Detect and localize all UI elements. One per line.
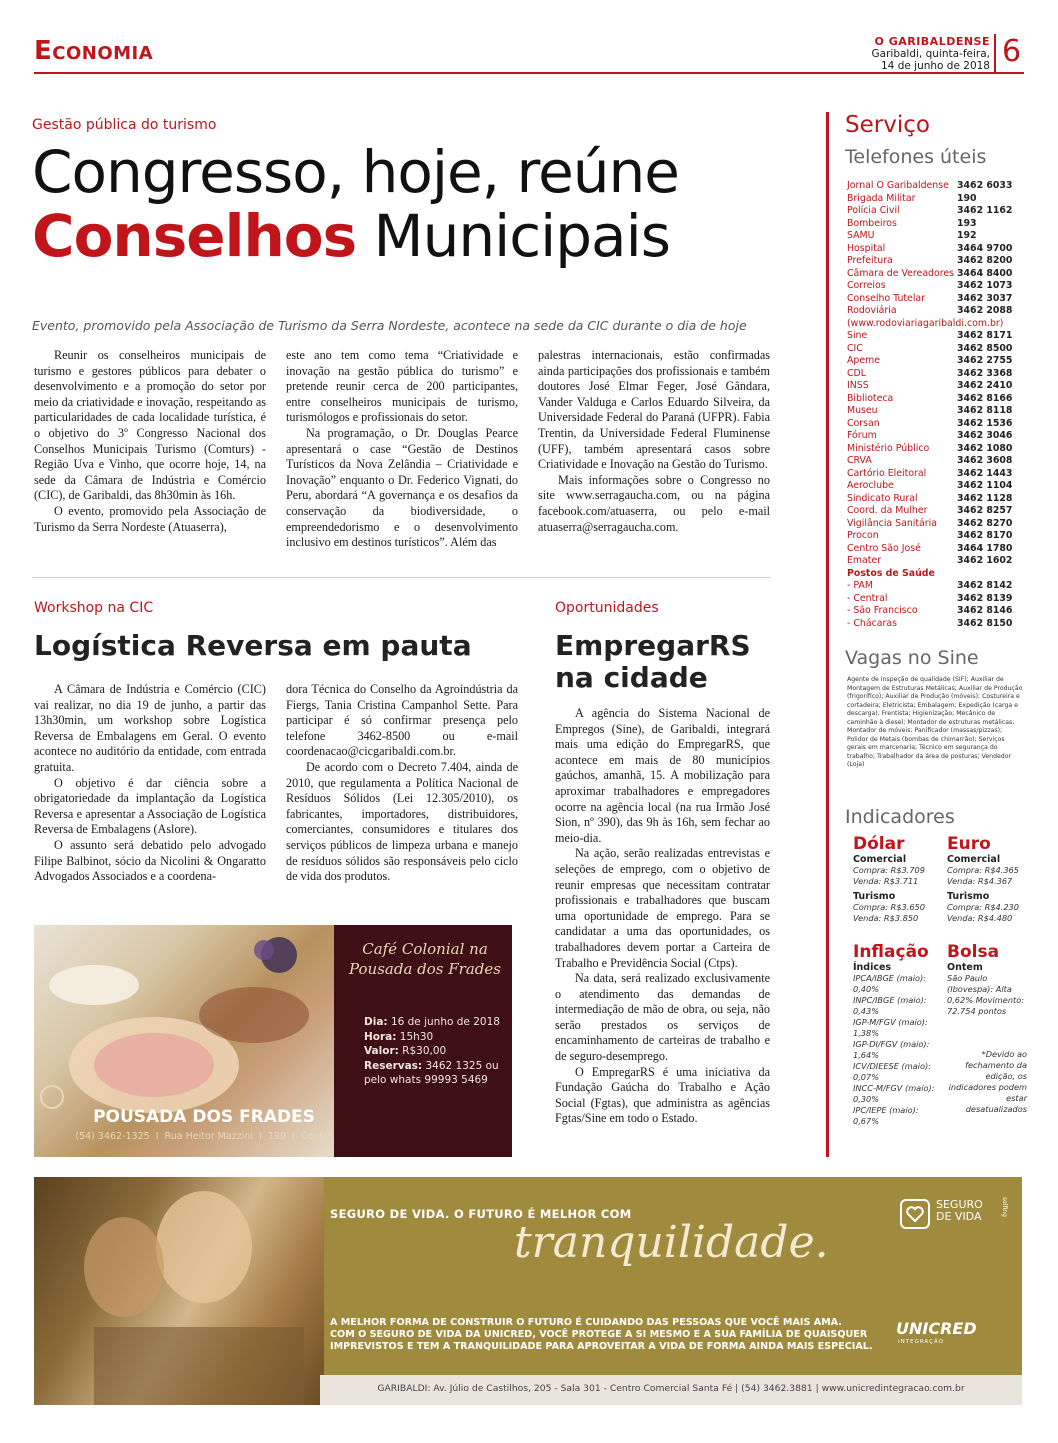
phone-number: 3464 8400 <box>957 267 1013 279</box>
phone-number: 3464 9700 <box>957 242 1013 254</box>
phone-name: (www.rodoviariagaribaldi.com.br) <box>847 317 1004 329</box>
phone-name: Correios <box>847 280 886 291</box>
phone-name: CRVA <box>847 455 872 466</box>
phone-name: Centro São José <box>847 542 921 554</box>
inflacao-line: IGP-M/FGV (maio): <box>853 1017 928 1027</box>
inflacao-line: INPC/IBGE (maio): <box>853 995 927 1005</box>
inflacao-line: IGP-DI/FGV (maio): <box>853 1039 930 1049</box>
phone-name: Conselho Tutelar <box>847 292 926 304</box>
inflacao-line: 0,67% <box>853 1116 880 1126</box>
label: Índices <box>853 962 892 973</box>
phone-name: Câmara de Vereadores <box>847 267 955 279</box>
inflacao-title: Inflação <box>853 942 929 962</box>
phone-number: 3462 1080 <box>957 442 1013 454</box>
inflacao-values <box>853 973 943 1127</box>
phone-number: 3462 8139 <box>957 592 1013 604</box>
headline-red-word: Conselhos <box>32 202 357 270</box>
phone-row <box>847 343 1027 356</box>
label: Turismo <box>853 891 896 902</box>
couple-illustration <box>34 1177 324 1405</box>
value: Venda: R$3.850 <box>853 913 919 923</box>
value: Compra: R$4.365 <box>947 865 1019 875</box>
phone-name: - São Francisco <box>847 605 918 616</box>
phone-row <box>847 368 1027 381</box>
phone-row <box>847 480 1027 493</box>
phone-row <box>847 268 1027 281</box>
phone-number: 3462 1073 <box>957 280 1013 291</box>
vagas-title: Vagas no Sine <box>845 647 979 669</box>
paragraph: Na programação, o Dr. Douglas Pearce apresentará o case “Gestão de Destinos Turísticos da Nova Zelândia – Criatividade e Inovação” enquanto o Dr. Federico Vignati, do Peru, abordará “A governança e os desafios da conservação da biodiversidade, o empreendedorismo e o desenvolvimento inclusivo em destinos turísticos”. Além das <box>286 425 518 550</box>
inflacao-line: 0,40% <box>853 984 880 994</box>
euro-block <box>947 834 1027 924</box>
phone-name: Prefeitura <box>847 255 893 266</box>
workshop-col-2 <box>286 682 518 885</box>
phone-number: 3462 8170 <box>957 530 1013 541</box>
label: Turismo <box>947 891 990 902</box>
phone-number: 192 <box>957 230 977 241</box>
phone-row <box>847 493 1027 506</box>
oportunidades-kicker: Oportunidades <box>555 600 659 616</box>
oportunidades-col <box>555 706 770 1127</box>
phone-name: - Central <box>847 592 888 604</box>
publication-name: O GARIBALDENSE <box>874 35 990 48</box>
ad-body-line: IMPREVISTOS E TEM A TRANQUILIDADE PARA APROVEITAR A VIDA DE FORMA AINDA MAIS ESPECIAL. <box>330 1341 873 1352</box>
phone-name: Polícia Civil <box>847 205 900 216</box>
ad-reservations <box>364 1059 510 1088</box>
oportunidades-headline <box>555 630 785 694</box>
phone-row <box>847 468 1027 481</box>
phone-name: Cartório Eleitoral <box>847 467 927 479</box>
paragraph: palestras internacionais, estão confirmadas ainda participações dos profissionais e também doutores José Elmar Feger, José Gândara, Vander Valduga e Carlos Eduardo Silveira, da Universidade Federal do Paraná (UFPR). Fabia Trentin, da Universidade Federal Fluminense (UFF), também apresentará casos sobre Criatividade e Inovação na Gestão do Turismo. <box>538 348 770 472</box>
sidebar-servico <box>826 112 1026 1157</box>
paragraph: Na data, será realizado exclusivamente o atendimento das demandas de intermediação de mão de obra, ou seja, não serão prestados os serviços de encaminhamento de carteiras de trabalho e de seguro-desemprego. <box>555 971 770 1064</box>
ad-time <box>364 1030 510 1045</box>
phone-name: INSS <box>847 380 869 391</box>
phone-row <box>847 280 1027 293</box>
phone-number: 3462 8118 <box>957 405 1013 416</box>
health-title: Postos de Saúde <box>847 567 935 579</box>
phone-row <box>847 555 1027 568</box>
label: Valor: <box>364 1045 399 1057</box>
headline-line-2: na cidade <box>555 661 708 694</box>
ad-tagline: SEGURO DE VIDA. O FUTURO É MELHOR COM <box>330 1207 632 1221</box>
ad-name: POUSADA DOS FRADES <box>93 1107 315 1127</box>
phone-number: 3462 1104 <box>957 480 1013 491</box>
main-kicker: Gestão pública do turismo <box>32 117 217 133</box>
phone-name: Emater <box>847 555 882 566</box>
phone-name: Bombeiros <box>847 217 897 229</box>
phone-row <box>847 305 1027 318</box>
phone-name: Vigilância Sanitária <box>847 517 938 529</box>
paragraph: A agência do Sistema Nacional de Empregos (Sine), de Garibaldi, integrará mais uma edição do EmpregarRS, que acontece em mais de 80 municípios gaúchos, amanhã, 15. A mobilização para aproximar trabalhadores e empregadores ocorre na agência local (na rua Irmão José Sion, nº 390), das 9h às 16h, sem fechar ao meio-dia. <box>555 706 770 845</box>
phone-name: - Chácaras <box>847 617 897 629</box>
phone-name: Procon <box>847 530 879 541</box>
label: Reservas: <box>364 1059 423 1072</box>
value: 15h30 <box>396 1030 434 1043</box>
paragraph: Mais informações sobre o Congresso no site www.serragaucha.com, ou na página facebook.com/atuaserra, ou pelo e-mail atuaserra@serragaucha.com. <box>538 472 770 534</box>
phone-name: CDL <box>847 367 866 379</box>
inflacao-line: INCC-M/FGV (maio): <box>853 1083 935 1093</box>
bolsa-block <box>947 942 1027 1115</box>
inflacao-line: ICV/DIEESE (maio): <box>853 1061 931 1071</box>
phone-row <box>847 530 1027 543</box>
value: R$30,00 <box>398 1045 447 1057</box>
phone-row <box>847 218 1027 231</box>
phone-number: 3462 1536 <box>957 417 1013 429</box>
phone-number: 3462 3037 <box>957 292 1013 304</box>
phone-row <box>847 618 1027 631</box>
inflacao-line: IPC/IEPE (maio): <box>853 1105 919 1115</box>
phone-row <box>847 193 1027 206</box>
heart-shield-icon <box>900 1199 930 1229</box>
phone-number: 3462 2088 <box>957 305 1013 316</box>
phone-row <box>847 355 1027 368</box>
phone-row <box>847 543 1027 556</box>
inflacao-line: 0,30% <box>853 1094 880 1104</box>
phone-number: 3462 8171 <box>957 330 1013 341</box>
main-subhead: Evento, promovido pela Associação de Turismo da Serra Nordeste, acontece na sede da CIC durante o dia de hoje <box>32 318 747 333</box>
paragraph: Na ação, serão realizadas entrevistas e seleções de emprego, com o objetivo de reunir empresas que necessitam contratar profissionais e trabalhadores que buscam uma oportunidade de emprego. Para se candidatar a uma das oportunidades, os trabalhadores devem portar a Carteira de Trabalho e Previdência Social (Ctps). <box>555 846 770 970</box>
ad-side-text: selfing <box>1001 1197 1008 1217</box>
section-divider <box>32 577 770 578</box>
phone-number: 3462 8166 <box>957 392 1013 404</box>
phones-list <box>847 180 1027 630</box>
ad-address: (54) 3462-1325 I Rua Heitor Mazzini I 199 I Centro <box>75 1131 333 1142</box>
paragraph: este ano tem como tema “Criatividade e inovação na gestão pública do turismo” e pretende reunir cerca de 200 participantes, entre conselheiros municipais de turismo, turismólogos e profissionais do setor. <box>286 348 518 425</box>
main-headline <box>32 140 792 268</box>
phone-name: Sine <box>847 330 868 341</box>
label: Comercial <box>947 854 1001 865</box>
phones-title: Telefones úteis <box>845 146 987 168</box>
phone-row <box>847 418 1027 431</box>
value: 16 de junho de 2018 <box>387 1016 500 1028</box>
phone-row <box>847 505 1027 518</box>
phone-row <box>847 405 1027 418</box>
phone-name: Jornal O Garibaldense <box>847 180 949 191</box>
ad-date <box>364 1015 510 1030</box>
phone-number: 3462 8150 <box>957 617 1013 629</box>
phone-row <box>847 318 1027 331</box>
paragraph: O EmpregarRS é uma iniciativa da Fundação Gaúcha do Trabalho e Ação Social (Fgtas), que administra as agências Fgtas/Sine em todo o Estado. <box>555 1064 770 1126</box>
phone-row <box>847 605 1027 618</box>
label: Comercial <box>853 854 907 865</box>
paragraph: O objetivo é dar ciência sobre a obrigatoriedade da implantação da Logística Reversa e apresentar a Associação de Logística Reversa de Embalagens (Aslore). <box>34 775 266 837</box>
phone-name: Aeroclube <box>847 480 894 491</box>
ad-body-line: A MELHOR FORMA DE CONSTRUIR O FUTURO É CUIDANDO DAS PESSOAS QUE VOCÊ MAIS AMA. <box>330 1317 842 1328</box>
phone-name: Sindicato Rural <box>847 492 918 504</box>
ad-details <box>364 1015 510 1088</box>
phone-row <box>847 205 1027 218</box>
value: Compra: R$3.650 <box>853 902 925 912</box>
bolsa-title: Bolsa <box>947 942 1000 962</box>
indicadores-title: Indicadores <box>845 806 955 828</box>
phone-number: 3462 2410 <box>957 380 1013 391</box>
phone-row <box>847 243 1027 256</box>
phone-row <box>847 330 1027 343</box>
value: Venda: R$4.367 <box>947 876 1013 886</box>
phone-row <box>847 255 1027 268</box>
headline-line-2 <box>32 204 792 268</box>
euro-title: Euro <box>947 834 991 854</box>
inflacao-block <box>853 942 943 1127</box>
couple-photo <box>34 1177 324 1405</box>
bolsa-text: São Paulo (Ibovespa): Alta 0,62% Movimento: 72.754 pontos <box>947 973 1024 1016</box>
unicred-logo-sub: INTEGRAÇÃO <box>898 1339 944 1345</box>
main-col-1 <box>34 348 266 535</box>
inflacao-line: IPCA/IBGE (maio): <box>853 973 927 983</box>
phone-number: 3462 6033 <box>957 180 1013 191</box>
dolar-title: Dólar <box>853 834 905 854</box>
phone-number: 3464 1780 <box>957 542 1013 554</box>
phone-number: 190 <box>957 192 977 204</box>
phone-name: Museu <box>847 405 878 416</box>
vagas-text: Agente de inspeção de qualidade (SIF); Auxiliar de Montagem de Estruturas Metálicas; Auxiliar de Produção (frigorífico); Auxiliar de Produção (móveis); Costureira e cortadeira; Eletricista; Embalagem; Expedição (carga e descarga); Frentista; Higienização; Mecânico de caminhão à diesel; Montador de estruturas metálicas; Montador de móveis; Panificador (massas/pizzas); Polidor de Metais (bombas de chimarrão); Serviços gerais em marcenaria; Técnico em segurança do trabalho; Trabalhador da área de posturas; Vendedor (Loja) <box>847 676 1023 768</box>
headline-line-1: EmpregarRS <box>555 629 751 662</box>
workshop-headline: Logística Reversa em pauta <box>34 629 472 662</box>
phone-name: CIC <box>847 342 863 354</box>
ad-badge: SEGURO DE VIDA <box>936 1198 983 1223</box>
phone-name: Ministério Público <box>847 442 930 454</box>
phone-row <box>847 518 1027 531</box>
phone-row <box>847 180 1027 193</box>
ad-body-line: COM O SEGURO DE VIDA DA UNICRED, VOCÊ PROTEGE A SI MESMO E A SUA FAMÍLIA DE QUAISQUER <box>330 1329 868 1340</box>
phone-name: SAMU <box>847 230 875 241</box>
indicators-note: *Devido ao fechamento da edição, os indicadores podem estar desatualizados <box>948 1049 1027 1114</box>
unicred-logo: UNICRED <box>896 1319 977 1338</box>
phone-name: - PAM <box>847 580 873 591</box>
phone-row <box>847 393 1027 406</box>
phone-name: Hospital <box>847 242 886 254</box>
main-col-3 <box>538 348 770 535</box>
phone-number: 193 <box>957 217 977 229</box>
phone-name: Fórum <box>847 430 877 441</box>
paragraph: A Câmara de Indústria e Comércio (CIC) vai realizar, no dia 19 de junho, a partir das 13h30min, um workshop sobre Logística Reversa de Embalagens em Geral. O evento acontece no auditório da entidade, com entrada gratuita. <box>34 682 266 774</box>
phone-number: 3462 8270 <box>957 517 1013 529</box>
phone-number: 3462 1602 <box>957 555 1013 566</box>
phone-number: 3462 1128 <box>957 492 1013 504</box>
ad-body <box>330 1317 890 1353</box>
dateline-1: Garibaldi, quinta-feira, <box>871 48 990 60</box>
paragraph: O assunto será debatido pelo advogado Filipe Balbinot, sócio da Nicolini & Ongaratto Advogados Associados e a coordena- <box>34 837 266 884</box>
main-col-2 <box>286 348 518 551</box>
header-rule <box>34 72 1024 74</box>
value: Compra: R$3.709 <box>853 865 925 875</box>
label: Ontem <box>947 962 983 973</box>
pousada-ad[interactable] <box>34 925 512 1157</box>
phone-name: Brigada Militar <box>847 192 916 204</box>
inflacao-line: 1,38% <box>853 1028 880 1038</box>
value: 3462 1325 ou pelo whats 99993 5469 <box>364 1059 499 1086</box>
phone-number: 3462 2755 <box>957 355 1013 366</box>
inflacao-line: 0,43% <box>853 1006 880 1016</box>
phone-number: 3462 3046 <box>957 430 1013 441</box>
phone-number: 3462 8500 <box>957 342 1013 354</box>
label: Dia: <box>364 1016 388 1028</box>
ad-price <box>364 1044 510 1059</box>
phone-name: Coord. da Mulher <box>847 505 928 516</box>
phone-number: 3462 8146 <box>957 605 1013 616</box>
phone-row <box>847 430 1027 443</box>
paragraph: dora Técnica do Conselho da Agroindústria da Fiergs, Tania Cristina Campanhol Sette. Para participar é só confirmar presença pelo telefone 3462-8500 ou e-mail coordenacao@cicgaribaldi.com.br. <box>286 682 518 759</box>
workshop-kicker: Workshop na CIC <box>34 600 154 616</box>
phone-number: 3462 3608 <box>957 455 1013 466</box>
value: Compra: R$4.230 <box>947 902 1019 912</box>
phone-row <box>847 455 1027 468</box>
phone-number: 3462 1162 <box>957 205 1013 216</box>
phone-number: 3462 1443 <box>957 467 1013 479</box>
headline-line-1: Congresso, hoje, reúne <box>32 138 679 206</box>
masthead <box>872 36 990 72</box>
phone-row <box>847 230 1027 243</box>
phone-row <box>847 293 1027 306</box>
phone-row <box>847 443 1027 456</box>
ad-title-line-2: Pousada dos Frades <box>349 960 501 978</box>
sidebar-title: Serviço <box>845 112 930 138</box>
ad-script: tranquilidade. <box>514 1217 829 1268</box>
ad-footer[interactable]: GARIBALDI: Av. Júlio de Castilhos, 205 - Sala 301 - Centro Comercial Santa Fé | (54) 3462.3881 | www.unicredintegracao.com.br <box>320 1375 1022 1405</box>
inflacao-line: 0,07% <box>853 1072 880 1082</box>
paragraph: De acordo com o Decreto 7.404, ainda de 2010, que regulamenta a Política Nacional de Resíduos Sólidos (Lei 12.305/2010), os fabricantes, importadores, distribuidores, comerciantes, consumidores e titulares dos serviços públicos de limpeza urbana e manejo de resíduos sólidos são responsáveis pelo ciclo de vida dos produtos. <box>286 759 518 884</box>
inflacao-line: 1,64% <box>853 1050 880 1060</box>
phone-name: Apeme <box>847 355 881 366</box>
value: Venda: R$4.480 <box>947 913 1013 923</box>
headline-rest: Municipais <box>356 202 670 270</box>
ad-title-line-1: Café Colonial na <box>362 940 488 958</box>
phone-row <box>847 593 1027 606</box>
value: Venda: R$3.711 <box>853 876 919 886</box>
phone-number: 3462 8257 <box>957 505 1013 516</box>
label: Hora: <box>364 1030 397 1043</box>
page-number: 6 <box>994 34 1021 72</box>
phone-row <box>847 380 1027 393</box>
paragraph: Reunir os conselheiros municipais de turismo e gestores públicos para debater o desenvolvimento e a promoção do setor por meio da criatividade e inovação, respeitando as particularidades de cada localidade turística, é o objetivo do 3º Congresso Nacional dos Conselhos Municipais Turismo (Comturs) - Região Uva e Vinho, que ocorre hoje, 14, na sede da Câmara de Indústria e Comércio (CIC), de Garibaldi, das 8h30min às 16h. <box>34 348 266 503</box>
phone-number: 3462 8200 <box>957 255 1013 266</box>
phone-number: 3462 3368 <box>957 367 1013 379</box>
section-title: Economia <box>34 36 154 66</box>
phone-row <box>847 580 1027 593</box>
phone-number: 3462 8142 <box>957 580 1013 591</box>
dolar-block <box>853 834 943 924</box>
dateline-2: 14 de junho de 2018 <box>881 60 990 72</box>
phone-name: Biblioteca <box>847 392 894 404</box>
paragraph: O evento, promovido pela Associação de Turismo da Serra Nordeste (Atuaserra), <box>34 503 266 534</box>
phone-name: Rodoviária <box>847 305 897 316</box>
pousada-logo-icon <box>40 1085 64 1109</box>
workshop-col-1 <box>34 682 266 885</box>
unicred-ad[interactable] <box>34 1177 1022 1405</box>
ad-title <box>342 939 508 979</box>
phone-name: Corsan <box>847 417 880 429</box>
